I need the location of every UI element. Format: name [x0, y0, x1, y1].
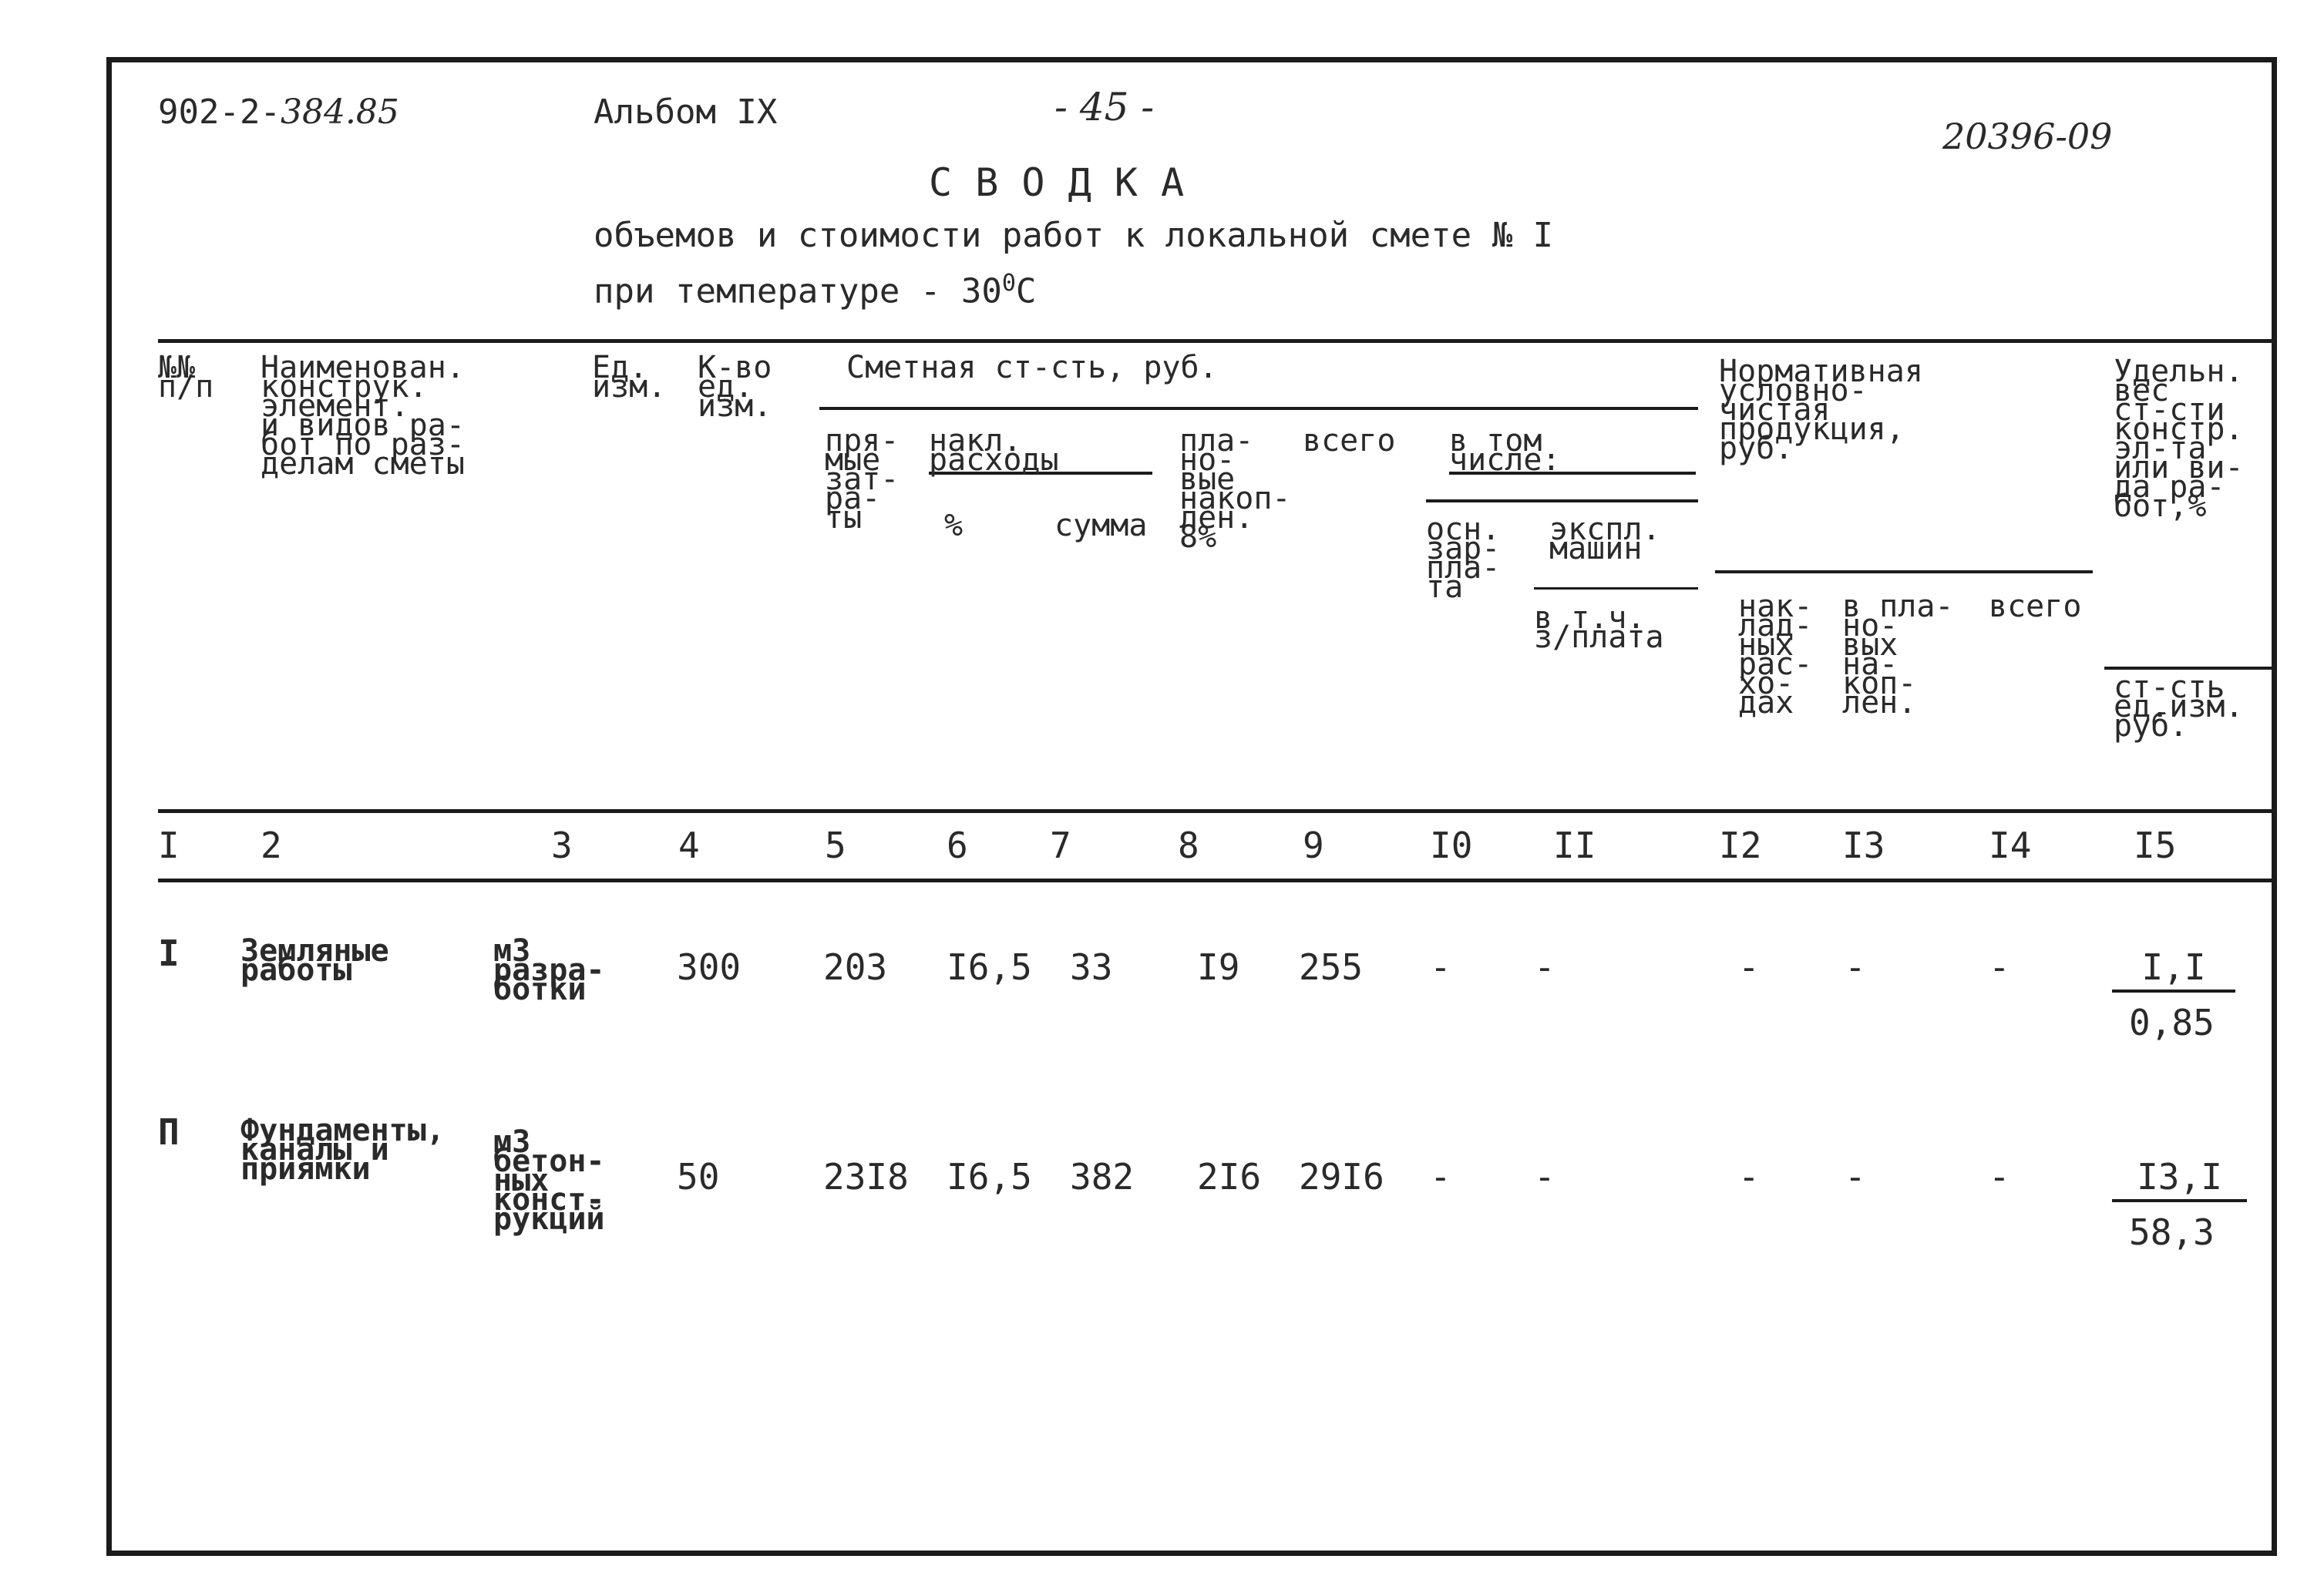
row-unit: м3 бетон- ных конст- рукций	[493, 1124, 605, 1237]
header-estimate-group: Сметная ст-сть, руб.	[846, 350, 1218, 385]
column-numbers-rule	[158, 879, 2272, 882]
header-overhead-group: накл. расходы	[929, 432, 1152, 475]
header-normative-group: Нормативная условно- чистая продукция, руб.	[1719, 354, 1923, 466]
row-overhead-sum: 382	[1070, 1156, 1135, 1198]
column-number: 8	[1178, 825, 1199, 866]
header-qty: К-во ед. изм.	[698, 350, 772, 424]
header-planned: пла- но- вые накоп- лен. 8%	[1179, 423, 1291, 555]
row-unit-cost: 58,3	[2129, 1211, 2215, 1253]
row-qty: 300	[677, 946, 742, 988]
row-planned: I9	[1197, 946, 1240, 988]
header-machines-wage: в т.ч. з/плата	[1534, 600, 1664, 655]
document-number: 20396-09	[1942, 116, 2113, 157]
row-norm-overhead: -	[1738, 946, 1760, 988]
album-label: Альбом IX	[594, 92, 778, 132]
degree-superscript: 0	[1001, 270, 1016, 297]
machines-rule	[1534, 587, 1698, 590]
page-number: - 45 -	[1054, 85, 1155, 129]
row-num: I	[158, 932, 180, 974]
row-num: П	[158, 1111, 180, 1153]
row-base-wage: -	[1430, 946, 1451, 988]
header-incl-group: в том числе:	[1449, 432, 1696, 475]
row-norm-overhead: -	[1738, 1156, 1760, 1198]
header-unit-cost: ст-сть ед.изм. руб.	[2114, 670, 2244, 744]
column-number: 5	[825, 825, 846, 866]
header-direct: пря- мые зат- ра- ты	[825, 423, 900, 536]
header-machines: экспл. машин	[1549, 512, 1661, 566]
title-main: С В О Д К А	[929, 160, 1185, 205]
column-number: I2	[1719, 825, 1762, 866]
header-num: №№ п/п	[158, 350, 214, 405]
column-number: 7	[1050, 825, 1071, 866]
estimate-group-rule	[819, 407, 1698, 410]
row-norm-planned: -	[1845, 1156, 1866, 1198]
row-overhead-sum: 33	[1070, 946, 1113, 988]
row-norm-total: -	[1989, 1156, 2010, 1198]
incl-group-rule	[1426, 499, 1698, 502]
row-overhead-pct: I6,5	[947, 946, 1032, 988]
header-norm-overhead: нак- лад- ных рас- хо- дах	[1738, 589, 1813, 721]
header-total: всего	[1303, 423, 1396, 459]
header-norm-planned: в пла- но- вых на- коп- лен.	[1842, 589, 1954, 721]
row-machines: -	[1534, 1156, 1555, 1198]
row-share: I3,I	[2112, 1156, 2247, 1202]
row-planned: 2I6	[1197, 1156, 1262, 1198]
row-share: I,I	[2112, 946, 2235, 993]
header-name: Наименован. конструк. элемент. и видов ра- бот по раз- делам сметы	[261, 350, 465, 482]
title-line-2: при температуре - $30^0С$	[594, 270, 1037, 311]
header-overhead-pct: %	[944, 508, 964, 543]
document-code-handwritten: 384.85	[280, 92, 399, 132]
row-unit-cost: 0,85	[2129, 1002, 2215, 1043]
title-line-1: объемов и стоимости работ к локальной смете № I	[594, 216, 1554, 255]
row-unit: м3 разра- ботки	[493, 933, 605, 1007]
column-number: I3	[1842, 825, 1885, 866]
header-base-wage: осн. зар- пла- та	[1426, 512, 1501, 605]
column-number: 6	[947, 825, 968, 866]
header-share: Удельн. вес ст-сти констр. эл-та или ви- да ра- бот,%	[2114, 354, 2244, 524]
row-name: Земляные работы	[240, 933, 389, 988]
column-number: 4	[678, 825, 700, 866]
row-name: Фундаменты, каналы и приямки	[240, 1113, 445, 1187]
column-number: I	[158, 825, 180, 866]
row-direct: 203	[823, 946, 888, 988]
column-number: 3	[551, 825, 573, 866]
row-total: 255	[1299, 946, 1364, 988]
header-unit: Ед. изм.	[592, 350, 667, 405]
row-total: 29I6	[1299, 1156, 1384, 1198]
column-number: I0	[1430, 825, 1473, 866]
row-direct: 23I8	[823, 1156, 909, 1198]
column-number: I5	[2134, 825, 2177, 866]
column-number: 2	[261, 825, 282, 866]
document-code: 902-2-384.85	[158, 92, 399, 132]
row-machines: -	[1534, 946, 1555, 988]
header-norm-total: всего	[1989, 589, 2082, 624]
page-frame	[106, 57, 2277, 1556]
table-top-rule	[158, 339, 2272, 343]
column-number: II	[1553, 825, 1596, 866]
header-bottom-rule	[158, 809, 2272, 813]
column-number: I4	[1989, 825, 2032, 866]
normative-group-rule	[1715, 570, 2093, 573]
row-norm-total: -	[1989, 946, 2010, 988]
row-base-wage: -	[1430, 1156, 1451, 1198]
row-overhead-pct: I6,5	[947, 1156, 1032, 1198]
row-norm-planned: -	[1845, 946, 1866, 988]
column-number: 9	[1303, 825, 1324, 866]
header-overhead-sum: сумма	[1054, 508, 1148, 543]
row-qty: 50	[677, 1156, 720, 1198]
